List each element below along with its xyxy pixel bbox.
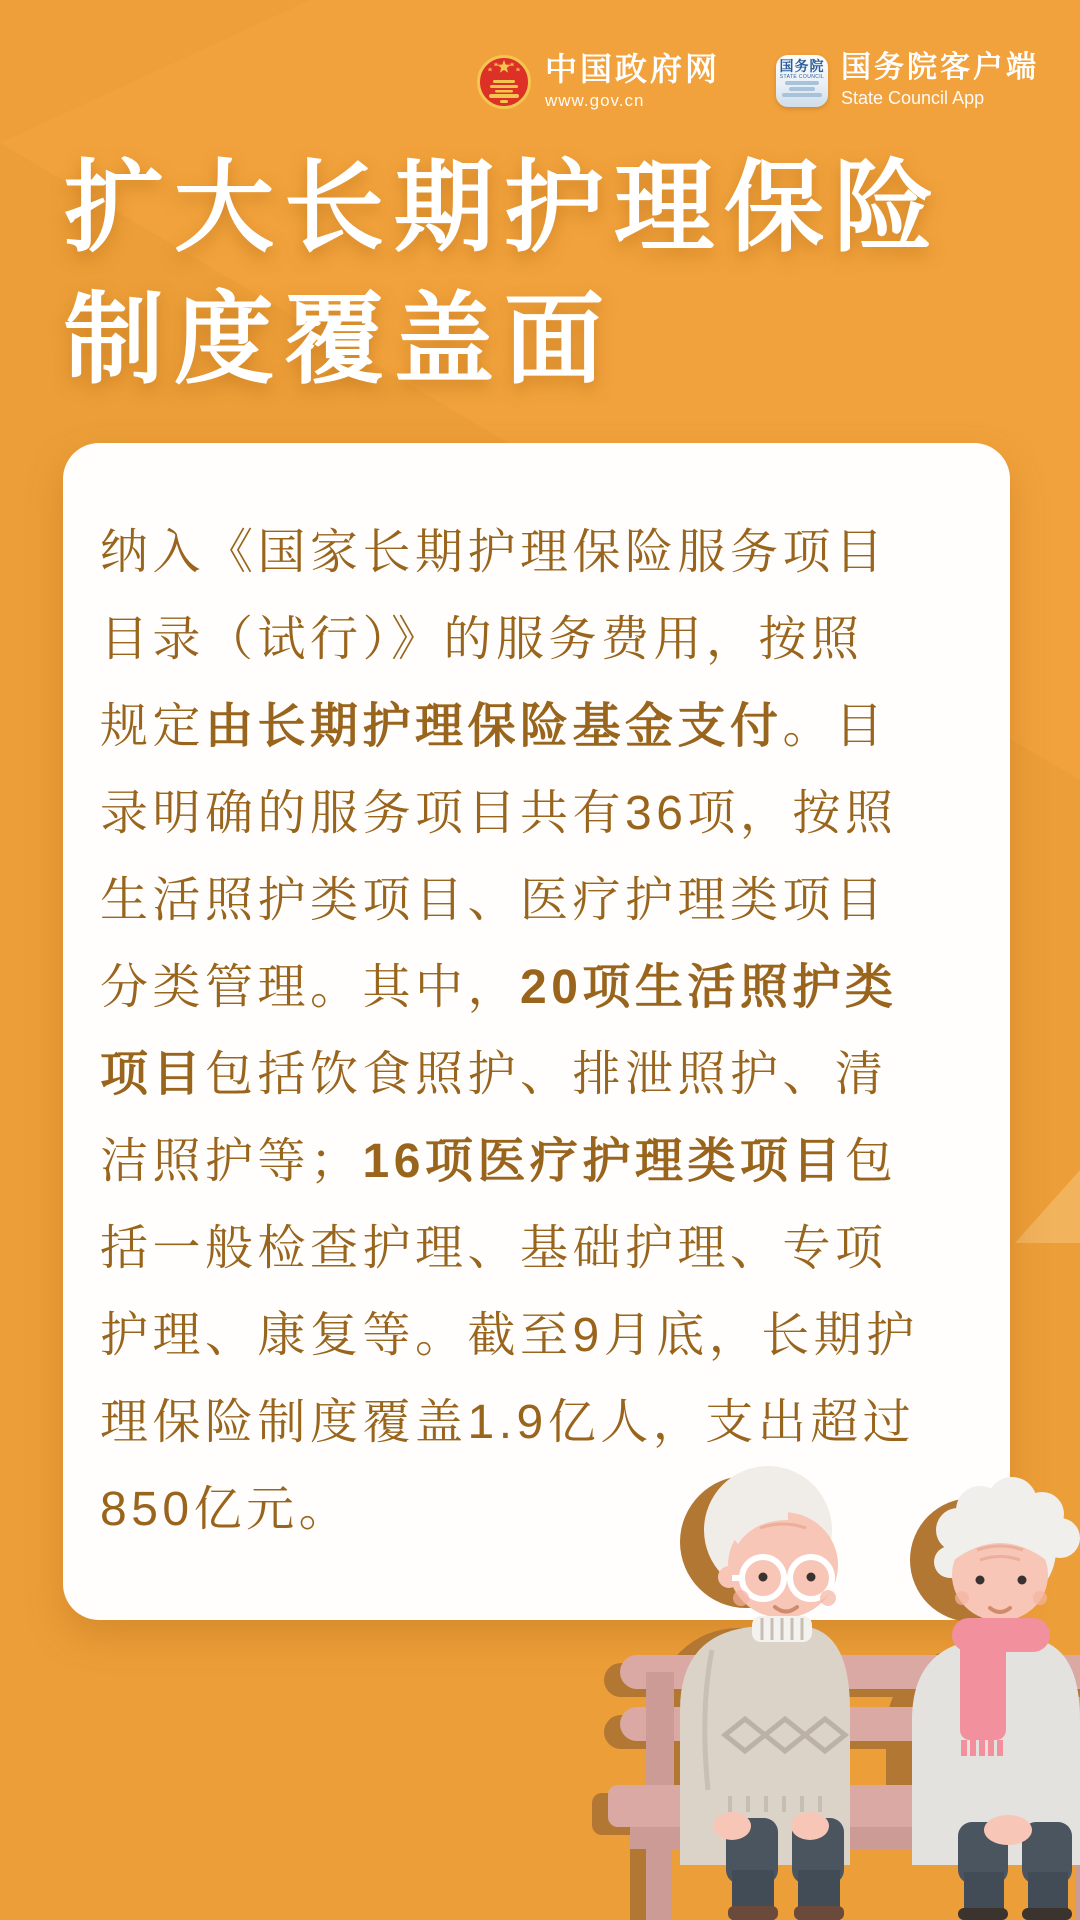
state-council-app-group (776, 52, 1039, 109)
body-text-line (100, 944, 980, 1031)
body-text-run: 。目 (782, 700, 888, 753)
national-emblem-icon (476, 53, 532, 111)
body-text-line (100, 683, 980, 770)
app-name: 国务院客户端 (841, 51, 1039, 84)
body-text-run: 纳入《国家长期护理保险服务项目 (100, 526, 888, 579)
poster-title (64, 142, 944, 406)
poster-title-line1: 扩大长期护理保险 (64, 152, 944, 264)
body-text-line (100, 857, 980, 944)
body-text-run: 850亿元。 (100, 1483, 352, 1536)
old-man-figure (680, 1466, 850, 1920)
body-text-run: 理保险制度覆盖1.9亿人，支出超过 (100, 1396, 916, 1449)
body-text-bold-run: 由长期护理保险基金支付 (205, 700, 783, 753)
body-text-line (100, 1118, 980, 1205)
elderly-couple-illustration (480, 1230, 1080, 1920)
body-text-run: 目录（试行）》的服务费用，按照 (100, 613, 864, 666)
app-icon-title: 国务院 (779, 57, 825, 74)
body-text-bold-run: 20项生活照护类 (520, 961, 898, 1014)
body-text-run: 录明确的服务项目共有36项，按照 (100, 787, 898, 840)
body-text-run: 规定 (100, 700, 206, 753)
body-text-line (100, 1031, 980, 1118)
body-text-run: 包括饮食照护、排泄照护、清 (205, 1048, 888, 1101)
body-text-bold-run: 16项医疗护理类项目 (362, 1135, 845, 1188)
body-text-line (100, 509, 980, 596)
body-text-run: 生活照护类项目、医疗护理类项目 (100, 874, 888, 927)
poster-title-line2: 制度覆盖面 (64, 284, 614, 396)
body-text-run: 包 (844, 1135, 898, 1188)
body-text-run: 括一般检查护理、基础护理、专项 (100, 1222, 888, 1275)
body-text-run: 护理、康复等。截至9月底，长期护 (100, 1309, 919, 1362)
app-subtitle: State Council App (841, 88, 985, 108)
body-text-run: 分类管理。其中， (100, 961, 521, 1014)
state-council-app-icon (776, 55, 828, 107)
body-text-line (100, 770, 980, 857)
gov-site-name: 中国政府网 (545, 51, 721, 87)
body-text-run: 洁照护等； (100, 1135, 363, 1188)
body-text-line (100, 596, 980, 683)
app-icon-building-icon (780, 80, 824, 98)
body-text-bold-run: 项目 (100, 1048, 206, 1101)
gov-site-url: www.gov.cn (545, 91, 645, 110)
gov-logo-group (476, 52, 720, 111)
app-icon-subtitle: STATE COUNCIL (779, 73, 825, 80)
